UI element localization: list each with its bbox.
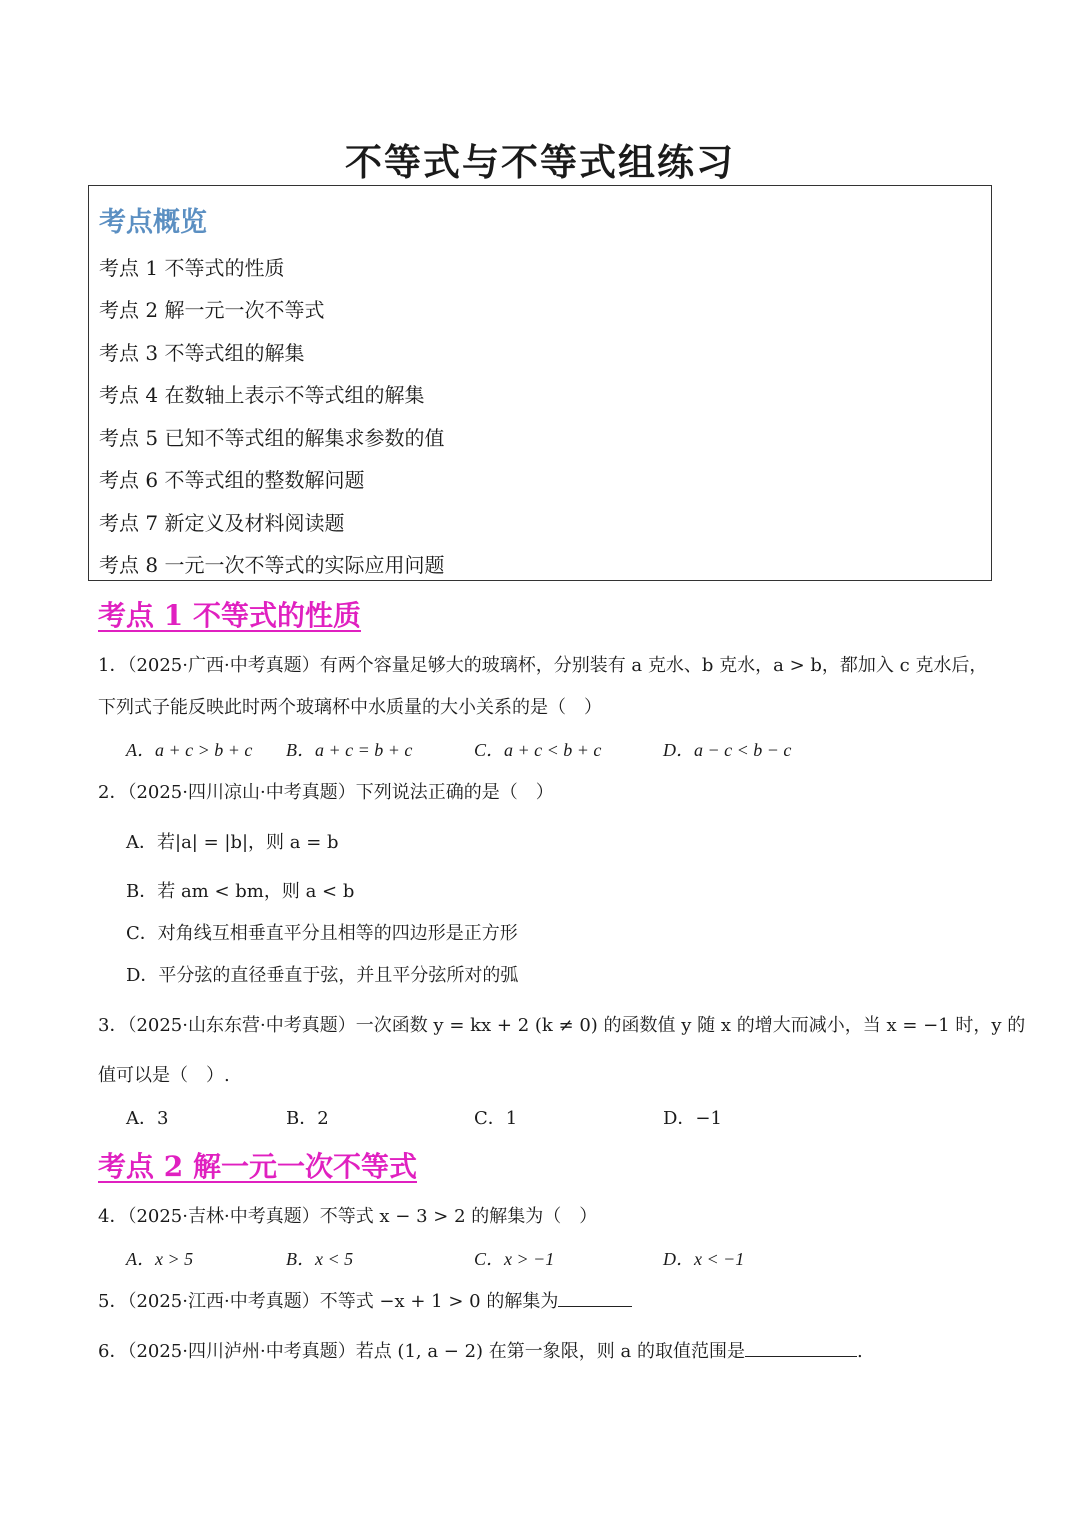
question-2-option-a: A．若|a| = |b|，则 a = b [126,832,339,853]
overview-item: 考点 8 一元一次不等式的实际应用问题 [99,553,445,577]
question-4-option-c: C．x > −1 [474,1249,555,1269]
question-4: 4．（2025·吉林·中考真题）不等式 x − 3 > 2 的解集为（ ） [98,1206,598,1227]
question-3-option-a: A．3 [126,1108,169,1129]
question-3-line-2: 值可以是（ ）. [98,1065,230,1086]
overview-item: 考点 4 在数轴上表示不等式组的解集 [99,383,425,407]
overview-item: 考点 7 新定义及材料阅读题 [99,511,345,535]
question-1-line-1: 1．（2025·广西·中考真题）有两个容量足够大的玻璃杯，分别装有 a 克水、b 克水，a > b，都加入 c 克水后， [98,655,988,676]
answer-blank[interactable] [558,1288,632,1307]
overview-box [88,185,992,581]
question-6-text: 6．（2025·四川泸州·中考真题）若点 (1, a − 2) 在第一象限，则 a 的取值范围是 [98,1341,745,1362]
question-4-option-b: B．x < 5 [286,1249,354,1269]
question-3-option-b: B．2 [286,1108,329,1129]
question-6 [98,1337,863,1363]
question-3-line-1: 3．（2025·山东东营·中考真题）一次函数 y = kx + 2 (k ≠ 0) 的函数值 y 随 x 的增大而减小，当 x = −1 时，y 的 [98,1015,1026,1036]
overview-heading: 考点概览 [99,207,207,238]
question-6-end: . [856,1341,863,1362]
overview-item: 考点 5 已知不等式组的解集求参数的值 [99,426,445,450]
question-1-option-b: B．a + c = b + c [286,740,413,760]
overview-item: 考点 6 不等式组的整数解问题 [99,468,365,492]
section-heading-2: 考点 2 解一元一次不等式 [98,1150,417,1183]
question-1-option-d: D．a − c < b − c [663,740,792,760]
question-2: 2．（2025·四川凉山·中考真题）下列说法正确的是（ ） [98,782,554,803]
question-5-text: 5．（2025·江西·中考真题）不等式 −x + 1 > 0 的解集为 [98,1291,559,1312]
question-1-option-c: C．a + c < b + c [474,740,602,760]
overview-item: 考点 1 不等式的性质 [99,256,285,280]
question-4-option-d: D．x < −1 [663,1249,745,1269]
section-heading-1: 考点 1 不等式的性质 [98,599,361,632]
question-5 [98,1287,632,1313]
overview-item: 考点 2 解一元一次不等式 [99,298,325,322]
question-3-option-d: D．−1 [663,1108,722,1129]
question-3-option-c: C．1 [474,1108,518,1129]
question-2-option-b: B．若 am < bm，则 a < b [126,881,355,902]
overview-item: 考点 3 不等式组的解集 [99,341,305,365]
question-2-option-c: C．对角线互相垂直平分且相等的四边形是正方形 [126,923,518,944]
question-2-option-d: D．平分弦的直径垂直于弦，并且平分弦所对的弧 [126,965,519,986]
question-1-option-a: A．a + c > b + c [126,740,253,760]
page-title: 不等式与不等式组练习 [345,140,735,184]
question-4-option-a: A．x > 5 [126,1249,194,1269]
question-1-line-2: 下列式子能反映此时两个玻璃杯中水质量的大小关系的是（ ） [98,697,602,718]
answer-blank[interactable] [745,1338,857,1357]
